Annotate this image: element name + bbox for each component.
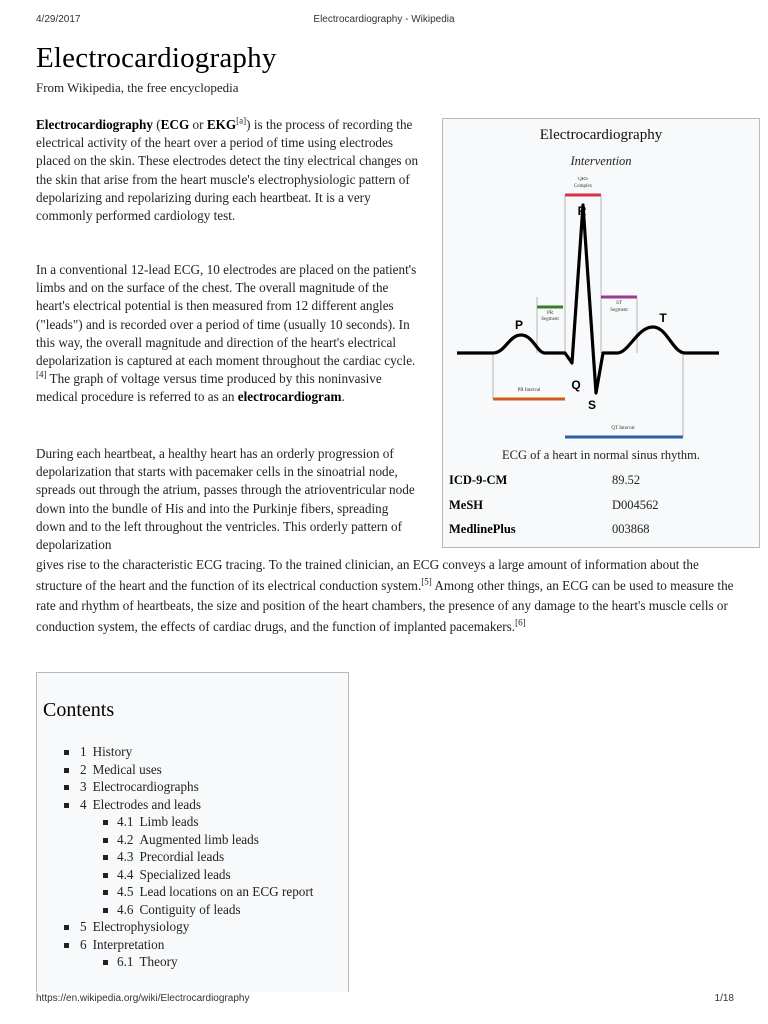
bullet-icon bbox=[103, 873, 108, 878]
toc-item-label: Precordial leads bbox=[139, 849, 225, 864]
infobox-value-icd9[interactable]: 89.52 bbox=[612, 473, 641, 487]
toc-item-label: History bbox=[92, 744, 133, 759]
intro-paragraph bbox=[36, 116, 420, 225]
wave-label-s: S bbox=[587, 398, 597, 412]
qt-interval-label: QT Interval bbox=[611, 426, 635, 431]
toc-item-number: 6.1 bbox=[117, 954, 134, 969]
toc-item-number: 6 bbox=[80, 936, 87, 952]
term-electrocardiography: Electrocardiography bbox=[36, 117, 153, 132]
toc-item[interactable] bbox=[37, 866, 348, 884]
p1-rest: ) is the process of recording the electrical activity of the heart over a period of time using electrodes placed on the skin. These electrodes detect the tiny electrical changes on the skin that arise from the heart muscle's electrophysiologic pattern of depolarizing and repolarizing during each heartbeat. It is a very commonly performed cardiology test. bbox=[36, 117, 419, 224]
toc-item-link[interactable] bbox=[117, 831, 259, 849]
toc-item-number: 4 bbox=[80, 796, 87, 812]
toc-item-link[interactable] bbox=[117, 953, 178, 971]
toc-item[interactable] bbox=[37, 953, 348, 971]
lead-paragraph-3-continued bbox=[36, 555, 736, 637]
toc-item[interactable] bbox=[37, 778, 348, 796]
qrs-label-line1: QRS bbox=[578, 177, 588, 182]
abbr-ecg: ECG bbox=[160, 117, 190, 132]
wave-label-q: Q bbox=[571, 378, 581, 392]
citation-link-4[interactable]: [4] bbox=[36, 369, 47, 380]
bullet-icon bbox=[64, 768, 69, 773]
wave-label-p: P bbox=[514, 318, 524, 332]
pr-interval-label: PR Interval bbox=[517, 388, 541, 393]
wave-label-r: R bbox=[577, 204, 587, 218]
wave-label-t: T bbox=[659, 311, 667, 325]
toc-item[interactable] bbox=[37, 761, 348, 779]
st-segment-label-line1: ST bbox=[616, 301, 622, 306]
page-subtitle: From Wikipedia, the free encyclopedia bbox=[36, 80, 239, 95]
infobox-key-medlineplus[interactable]: MedlinePlus bbox=[449, 522, 516, 536]
toc-item-label: Lead locations on an ECG report bbox=[139, 884, 314, 899]
toc-item-number: 4.5 bbox=[117, 884, 134, 899]
toc-item-number: 2 bbox=[80, 761, 87, 777]
p2-text2: The graph of voltage versus time produced by this noninvasive medical procedure is referred to as an bbox=[36, 371, 382, 405]
print-page-number: 1/18 bbox=[714, 993, 734, 1004]
toc-item-link[interactable] bbox=[80, 761, 162, 779]
pr-segment-label-line2: Segment bbox=[541, 317, 559, 322]
toc-item-number: 1 bbox=[80, 744, 87, 759]
toc-item-label: Specialized leads bbox=[139, 866, 231, 882]
toc-item-label: Theory bbox=[139, 954, 178, 969]
toc-item-label: Augmented limb leads bbox=[139, 831, 259, 847]
bullet-icon bbox=[103, 960, 108, 965]
infobox-key-icd9: ICD-9-CM bbox=[449, 473, 508, 487]
toc-item-link[interactable] bbox=[80, 918, 189, 936]
bullet-icon bbox=[64, 943, 69, 948]
toc-item-label: Contiguity of leads bbox=[139, 901, 241, 917]
bullet-icon bbox=[64, 750, 69, 755]
toc-item-label: Limb leads bbox=[139, 814, 199, 829]
infobox-key-mesh[interactable]: MeSH bbox=[449, 498, 484, 512]
toc-item-label: Medical uses bbox=[92, 761, 162, 777]
citation-link-5[interactable]: [5] bbox=[421, 576, 432, 587]
p3-wide2: Among other things, an ECG can be used to measure the rate and rhythm of heartbeats, the size and position of the heart chambers, the presence of any damage to the heart's muscle cells or conduction system, the effects of cardiac drugs, and the function of implanted pacemakers. bbox=[36, 577, 734, 634]
toc-item-label: Electrophysiology bbox=[92, 919, 190, 934]
p1-open: ( bbox=[152, 117, 161, 132]
table-of-contents bbox=[36, 672, 349, 992]
toc-item-link[interactable] bbox=[80, 778, 199, 796]
toc-item-link[interactable] bbox=[117, 866, 231, 884]
toc-item-number: 4.4 bbox=[117, 866, 134, 882]
bullet-icon bbox=[103, 908, 108, 913]
lead-paragraph-2 bbox=[36, 261, 420, 407]
bullet-icon bbox=[103, 855, 108, 860]
toc-item[interactable] bbox=[37, 796, 348, 814]
ecg-diagram[interactable] bbox=[453, 177, 751, 445]
toc-item[interactable] bbox=[37, 883, 348, 901]
bullet-icon bbox=[64, 803, 69, 808]
toc-item-number: 3 bbox=[80, 779, 87, 794]
toc-item-link[interactable] bbox=[117, 901, 241, 919]
print-date: 4/29/2017 bbox=[36, 14, 81, 25]
print-url: https://en.wikipedia.org/wiki/Electrocardiography bbox=[36, 993, 250, 1004]
p1-or: or bbox=[189, 117, 207, 132]
toc-item-link[interactable] bbox=[117, 848, 224, 866]
toc-item-link[interactable] bbox=[80, 936, 164, 954]
infobox-value-mesh[interactable]: D004562 bbox=[612, 498, 659, 512]
toc-item-link[interactable] bbox=[80, 743, 132, 761]
bullet-icon bbox=[103, 820, 108, 825]
p2-end: . bbox=[341, 389, 345, 405]
page-title: Electrocardiography bbox=[36, 42, 277, 74]
abbr-ekg: EKG bbox=[206, 117, 237, 132]
toc-item-number: 4.2 bbox=[117, 831, 134, 847]
infobox-title: Electrocardiography bbox=[539, 127, 663, 143]
toc-item-number: 4.3 bbox=[117, 849, 134, 864]
bullet-icon bbox=[64, 925, 69, 930]
toc-item-number: 5 bbox=[80, 919, 87, 934]
toc-item-number: 4.1 bbox=[117, 814, 134, 829]
lead-paragraph-3: During each heartbeat, a healthy heart has an orderly progression of depolarization that starts with pacemaker cells in the sinoatrial node, spreads out through the atrium, passes through the atrioventricular node down into the bundle of His and into the Purkinje fibers, spreading down and to the left throughout the ventricles. This orderly pattern of depolarization bbox=[36, 446, 415, 553]
toc-item-label: Interpretation bbox=[92, 936, 165, 952]
toc-list bbox=[37, 743, 348, 971]
ecg-trace bbox=[457, 205, 719, 393]
toc-item[interactable] bbox=[37, 901, 348, 919]
infobox-value-medlineplus[interactable]: 003868 bbox=[612, 522, 650, 536]
toc-item-label: Electrodes and leads bbox=[92, 796, 201, 812]
toc-title: Contents bbox=[43, 699, 115, 721]
toc-item[interactable] bbox=[37, 848, 348, 866]
pr-segment-label-line1: PR bbox=[546, 311, 554, 316]
p3-wide: gives rise to the characteristic ECG tracing. To the trained clinician, an ECG conveys a large amount of information about the structure of the heart and the function of its electrical conduction system. bbox=[36, 557, 699, 593]
p2-text: In a conventional 12-lead ECG, 10 electrodes are placed on the patient's limbs and on the surface of the chest. The overall magnitude of the heart's electrical potential is then measured from 12 different angles ("leads") and is recorded over a period of time (usually 10 seconds). In this way, the overall magnitude and direction of the heart's electrical depolarization is captured at each moment throughout the cardiac cycle. bbox=[36, 262, 417, 369]
toc-item[interactable] bbox=[37, 743, 348, 761]
infobox bbox=[442, 118, 760, 548]
term-electrocardiogram: electrocardiogram bbox=[237, 389, 342, 405]
toc-item[interactable] bbox=[37, 936, 348, 954]
bullet-icon bbox=[103, 838, 108, 843]
infobox-caption: ECG of a heart in normal sinus rhythm. bbox=[502, 448, 700, 462]
toc-item-label: Electrocardiographs bbox=[92, 779, 199, 794]
toc-item[interactable] bbox=[37, 831, 348, 849]
bullet-icon bbox=[64, 785, 69, 790]
toc-item-link[interactable] bbox=[117, 813, 198, 831]
qrs-label-line2: Complex bbox=[573, 184, 593, 189]
toc-item-number: 4.6 bbox=[117, 901, 134, 917]
print-page-title: Electrocardiography - Wikipedia bbox=[313, 14, 455, 25]
footnote-link-a[interactable]: [a] bbox=[236, 115, 247, 126]
toc-item[interactable] bbox=[37, 918, 348, 936]
st-segment-label-line2: Segment bbox=[610, 308, 628, 313]
infobox-subtitle: Intervention bbox=[570, 154, 632, 168]
citation-link-6[interactable]: [6] bbox=[515, 617, 526, 628]
bullet-icon bbox=[103, 890, 108, 895]
toc-item-link[interactable] bbox=[117, 883, 313, 901]
toc-item[interactable] bbox=[37, 813, 348, 831]
toc-item-link[interactable] bbox=[80, 796, 201, 814]
